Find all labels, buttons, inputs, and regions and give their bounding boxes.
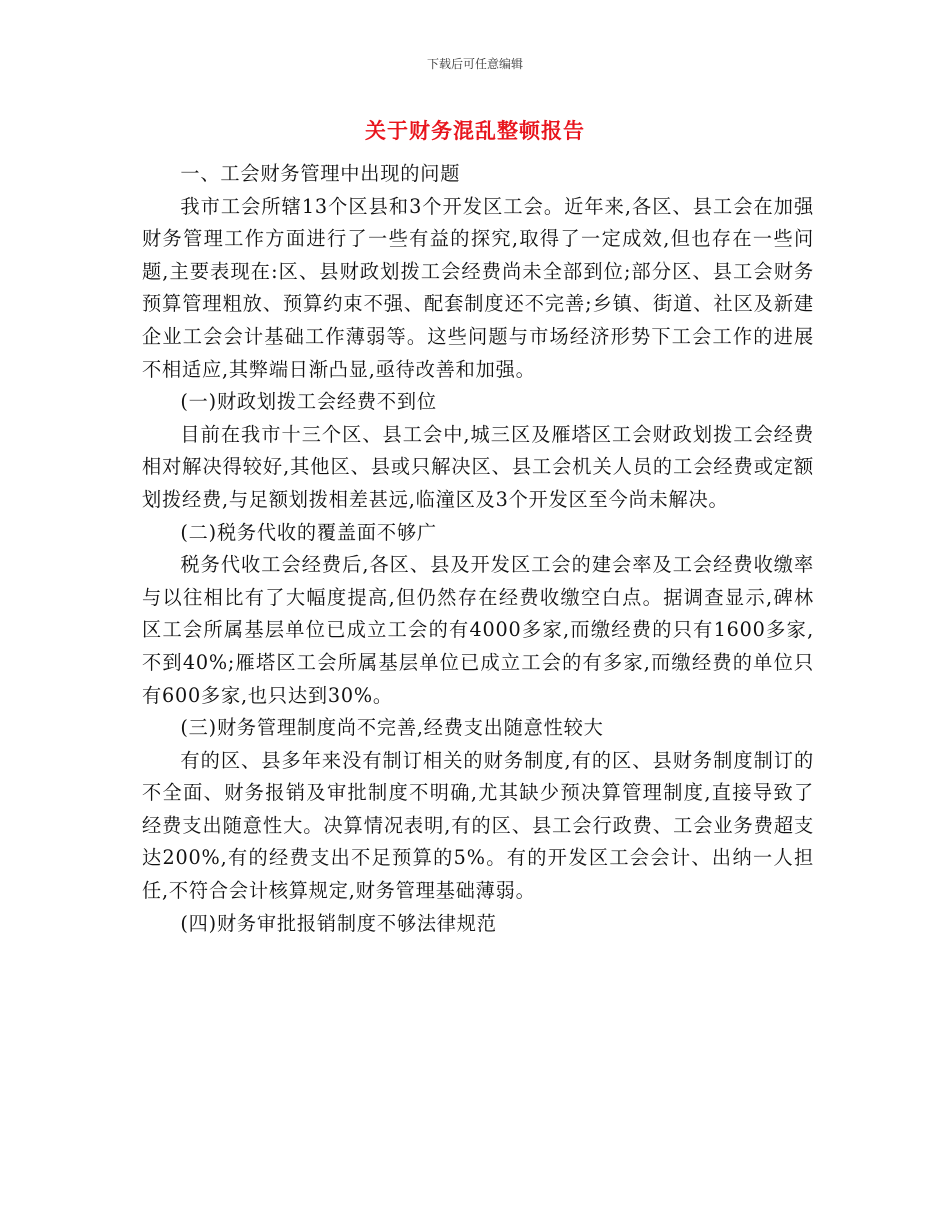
subsection-heading: (三)财务管理制度尚不完善,经费支出随意性较大 [180,716,604,740]
document-body [142,158,814,940]
paragraph: 目前在我市十三个区、县工会中,城三区及雁塔区工会财政划拨工会经费相对解决得较好,其他区、县或只解决区、县工会机关人员的工会经费或定额划拨经费,与足额划拨相差甚远,临潼区及3个开发区至今尚未解决。 [142,422,814,511]
header-note: 下载后可任意编辑 [426,57,523,71]
document-title: 关于财务混乱整顿报告 [365,118,585,143]
paragraph: 有的区、县多年来没有制订相关的财务制度,有的区、县财务制度制订的不全面、财务报销及审批制度不明确,尤其缺少预决算管理制度,直接导致了经费支出随意性大。决算情况表明,有的区、县工会行政费、工会业务费超支达200%,有的经费支出不足预算的5%。有的开发区工会会计、出纳一人担任,不符合会计核算规定,财务管理基础薄弱。 [142,748,814,903]
subsection-heading: (二)税务代收的覆盖面不够广 [180,520,437,544]
paragraph: 税务代收工会经费后,各区、县及开发区工会的建会率及工会经费收缴率与以往相比有了大幅度提高,但仍然存在经费收缴空白点。据调查显示,碑林区工会所属基层单位已成立工会的有4000多家,而缴经费的只有1600多家,不到40%;雁塔区工会所属基层单位已成立工会的有多家,而缴经费的单位只有600多家,也只达到30%。 [142,553,814,707]
subsection-heading: (四)财务审批报销制度不够法律规范 [180,911,497,935]
paragraph: 我市工会所辖13个区县和3个开发区工会。近年来,各区、县工会在加强财务管理工作方面进行了一些有益的探究,取得了一定成效,但也存在一些问题,主要表现在:区、县财政划拨工会经费尚未全部到位;部分区、县工会财务预算管理粗放、预算约束不强、配套制度还不完善;乡镇、街道、社区及新建企业工会会计基础工作薄弱等。这些问题与市场经济形势下工会工作的进展不相适应,其弊端日渐凸显,亟待改善和加强。 [142,194,814,381]
subsection-heading: (一)财政划拨工会经费不到位 [180,390,437,414]
section-heading: 一、工会财务管理中出现的问题 [180,162,461,185]
